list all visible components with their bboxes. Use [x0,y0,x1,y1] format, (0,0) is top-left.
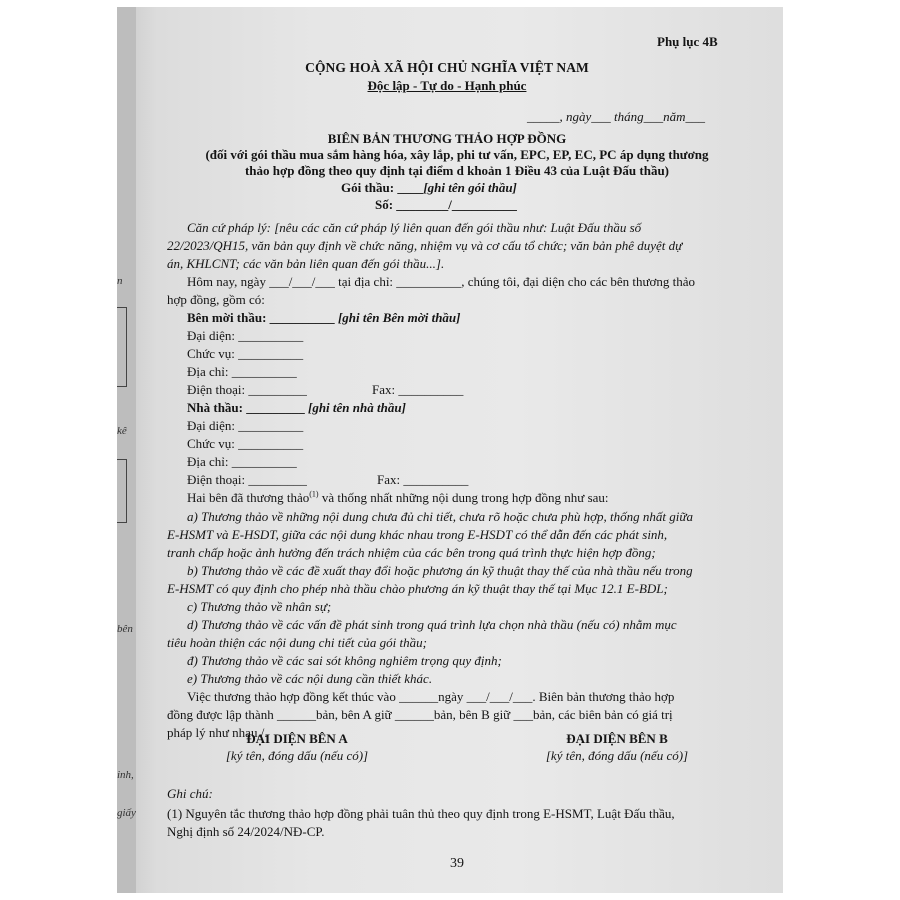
document-title: BIÊN BẢN THƯƠNG THẢO HỢP ĐỒNG [327,131,567,146]
footnote-ref: (1) [309,489,319,499]
note-line: (1) Nguyên tắc thương thảo hợp đồng phải tuân thủ theo quy định trong E-HSMT, Luật Đấu thầu, [167,806,675,821]
notes-label: Ghi chú: [167,786,213,801]
signature-a-hint: [ký tên, đóng dấu (nếu có)] [225,748,369,763]
today-line: hợp đồng, gồm có: [167,292,265,307]
edge-fragment: kê [117,425,127,437]
agreement-item-line: tiêu hoàn thiện các nội dung chi tiết của gói thầu; [167,635,427,650]
agreement-item-line: d) Thương thảo về các vấn đề phát sinh trong quá trình lựa chọn nhà thầu (nếu có) nhằm mục [187,617,677,632]
appendix-label: Phụ lục 4B [657,34,718,49]
party-b-representative: Đại diện: __________ [187,418,304,433]
closing-line: đồng được lập thành ______bản, bên A giữ ______bản, bên B giữ ___bản, các biên bản có giá trị [167,707,673,722]
party-b-label: Nhà thầu: _________ [187,400,305,415]
closing-line: Việc thương thảo hợp đồng kết thúc vào ______ngày ___/___/___. Biên bản thương thảo hợp [187,689,675,704]
agreement-intro [187,489,609,507]
signature-b-title: ĐẠI DIỆN BÊN B [566,731,668,746]
party-a-line [187,309,461,327]
party-a-representative: Đại diện: __________ [187,328,304,343]
edge-table-fragment [117,307,127,387]
edge-fragment: inh, [117,769,134,781]
agreement-item-line: tranh chấp hoặc ảnh hưởng đến trách nhiệm của các bên trong quá trình thực hiện hợp đồng; [167,545,656,560]
agreement-intro-start: Hai bên đã thương thảo [187,490,310,505]
package-label: Gói thầu: ____ [341,180,424,195]
motto: Độc lập - Tự do - Hạnh phúc [367,78,527,93]
agreement-item-line: a) Thương thảo về những nội dung chưa đủ chi tiết, chưa rõ hoặc chưa phù hợp, thống nhất giữa [187,509,693,524]
document-subtitle-line-1: (đối với gói thầu mua sắm hàng hóa, xây lắp, phi tư vấn, EPC, EP, EC, PC áp dụng thương [205,147,709,162]
party-b-address: Địa chỉ: __________ [187,454,297,469]
agreement-intro-end: và thống nhất những nội dung trong hợp đồng như sau: [318,490,609,505]
legal-basis-line: Căn cứ pháp lý: [nêu các căn cứ pháp lý liên quan đến gói thầu như: Luật Đấu thầu số [187,220,642,235]
agreement-item-line: đ) Thương thảo về các sai sót không nghiêm trọng quy định; [187,653,502,668]
package-hint: [ghi tên gói thầu] [423,180,517,195]
party-b-phone: Điện thoại: _________ [187,472,307,487]
party-a-address: Địa chỉ: __________ [187,364,297,379]
page-number: 39 [450,856,464,871]
party-b-line [187,399,406,417]
party-a-phone: Điện thoại: _________ [187,382,307,397]
party-b-fax: Fax: __________ [377,472,469,487]
agreement-item-line: E-HSMT có quy định cho phép nhà thầu chào phương án kỹ thuật thay thế tại Mục 12.1 E-BDL; [167,581,668,596]
edge-table-fragment [117,459,127,523]
agreement-item-line: e) Thương thảo về các nội dung cần thiết khác. [187,671,433,686]
agreement-item-line: c) Thương thảo về nhân sự; [187,599,332,614]
signature-b-hint: [ký tên, đóng dấu (nếu có)] [545,748,689,763]
party-a-fax: Fax: __________ [372,382,464,397]
closing-line: pháp lý như nhau./. [167,725,268,740]
legal-basis-line: 22/2023/QH15, văn bản quy định về chức năng, nhiệm vụ và cơ cấu tổ chức; văn bản phê duyệt dự [167,238,683,253]
package-line [341,179,517,197]
document-number: Số: ________/__________ [375,197,517,212]
edge-fragment: bên [117,623,133,635]
note-line: Nghị định số 24/2024/NĐ-CP. [167,824,325,839]
document-photo [117,7,783,893]
party-a-position: Chức vụ: __________ [187,346,304,361]
document-page [137,7,783,893]
today-line: Hôm nay, ngày ___/___/___ tại địa chỉ: __________, chúng tôi, đại diện cho các bên thương thảo [187,274,696,289]
party-b-position: Chức vụ: __________ [187,436,304,451]
legal-basis-line: án, KHLCNT; các văn bản liên quan đến gói thầu...]. [167,256,445,271]
edge-fragment: n [117,275,123,287]
date-line: _____, ngày___ tháng___năm___ [527,109,706,124]
agreement-item-line: E-HSMT và E-HSDT, giữa các nội dung khác nhau trong E-HSDT có thể dẫn đến các phát sinh, [167,527,668,542]
party-b-hint: [ghi tên nhà thầu] [308,400,406,415]
edge-fragment: giấy [117,807,136,819]
document-subtitle-line-2: thảo hợp đồng theo quy định tại điểm d khoản 1 Điều 43 của Luật Đấu thầu) [244,163,670,178]
nation-heading: CỘNG HOÀ XÃ HỘI CHỦ NGHĨA VIỆT NAM [305,60,589,75]
signature-a-title: ĐẠI DIỆN BÊN A [246,731,348,746]
adjacent-page-edge [117,7,136,893]
agreement-item-line: b) Thương thảo về các đề xuất thay đổi hoặc phương án kỹ thuật thay thế của nhà thầu nếu trong [187,563,693,578]
party-a-hint: [ghi tên Bên mời thầu] [337,310,461,325]
party-a-label: Bên mời thầu: __________ [187,310,335,325]
